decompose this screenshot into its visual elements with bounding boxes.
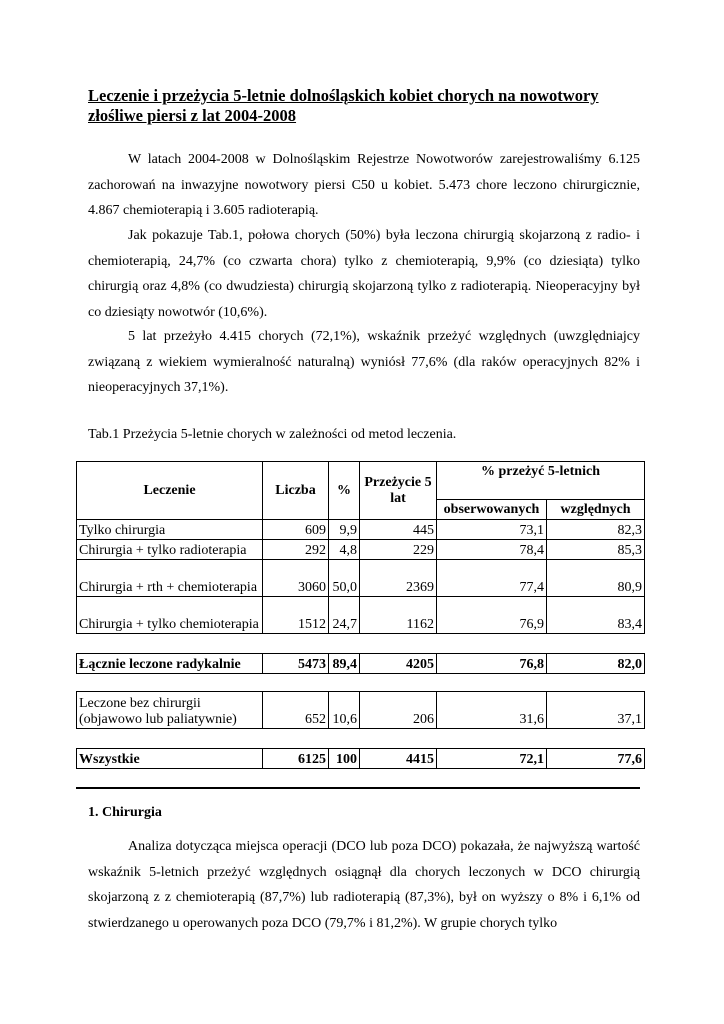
row-przezycie: 1162 xyxy=(360,597,437,634)
row-pct: 100 xyxy=(329,749,360,769)
row-pct: 24,7 xyxy=(329,597,360,634)
row-przezycie: 445 xyxy=(360,520,437,540)
row-wzgl: 82,0 xyxy=(547,654,645,674)
row-obs: 77,4 xyxy=(437,560,547,597)
row-przezycie: 2369 xyxy=(360,560,437,597)
horizontal-rule xyxy=(76,787,640,789)
header-group: % przeżyć 5-letnich xyxy=(437,462,645,500)
header-liczba: Liczba xyxy=(263,462,329,520)
table-row xyxy=(77,540,645,560)
survival-table xyxy=(76,461,645,634)
row-label: Chirurgia + tylko radioterapia xyxy=(77,540,263,560)
row-label: Wszystkie xyxy=(77,749,263,769)
table-row-total-radical xyxy=(77,654,645,674)
row-obs: 31,6 xyxy=(437,692,547,729)
section-heading: 1. Chirurgia xyxy=(88,805,162,820)
row-liczba: 652 xyxy=(263,692,329,729)
total-radical-table xyxy=(76,653,645,674)
table-row-all xyxy=(77,749,645,769)
paragraph-1 xyxy=(88,147,640,224)
row-liczba: 609 xyxy=(263,520,329,540)
row-pct: 9,9 xyxy=(329,520,360,540)
header-przezycie: Przeżycie 5 lat xyxy=(360,462,437,520)
row-obs: 76,9 xyxy=(437,597,547,634)
header-wzgl: względnych xyxy=(547,500,645,520)
row-wzgl: 85,3 xyxy=(547,540,645,560)
row-label: Łącznie leczone radykalnie xyxy=(77,654,263,674)
table-caption: Tab.1 Przeżycia 5-letnie chorych w zależności od metod leczenia. xyxy=(88,427,457,442)
all-table xyxy=(76,748,645,769)
row-wzgl: 80,9 xyxy=(547,560,645,597)
document-title: Leczenie i przeżycia 5-letnie dolnośląskich kobiet chorych na nowotwory złośliwe piersi z lat 2004-2008 xyxy=(88,86,599,125)
section-paragraph-text: Analiza dotycząca miejsca operacji (DCO lub poza DCO) pokazała, że najwyższą wartość wskaźnik 5-letnich przeżyć względnych osiągnął dla chorych leczonych w DCO chirurgią skojarzoną z z chemioterapią (87,7%) lub radioterapią (87,3%), był on wyższy o 8% i 6,1% od stwierdzanego u operowanych poza DCO (79,7% i 81,2%). W grupie chorych tylko xyxy=(88,839,640,931)
row-pct: 50,0 xyxy=(329,560,360,597)
no-surgery-table xyxy=(76,691,645,729)
row-przezycie: 4205 xyxy=(360,654,437,674)
row-label: Leczone bez chirurgii (objawowo lub paliatywnie) xyxy=(77,692,263,729)
paragraph-2 xyxy=(88,223,640,325)
row-obs: 72,1 xyxy=(437,749,547,769)
table-row xyxy=(77,597,645,634)
row-pct: 4,8 xyxy=(329,540,360,560)
row-label: Tylko chirurgia xyxy=(77,520,263,540)
table-row-no-surgery xyxy=(77,692,645,729)
paragraph-2-text: Jak pokazuje Tab.1, połowa chorych (50%) była leczona chirurgią skojarzoną z radio- i chemioterapią, 24,7% (co czwarta chora) tylko z chemioterapią, 9,9% (co dziesiąta) tylko chirurgią oraz 4,8% (co dwudziesta) chirurgią skojarzoną tylko z radioterapią. Nieoperacyjny był co dziesiąty nowotwór (10,6%). xyxy=(88,228,640,320)
row-liczba: 292 xyxy=(263,540,329,560)
header-pct: % xyxy=(329,462,360,520)
row-obs: 78,4 xyxy=(437,540,547,560)
header-obs: obserwowanych xyxy=(437,500,547,520)
row-wzgl: 83,4 xyxy=(547,597,645,634)
row-pct: 10,6 xyxy=(329,692,360,729)
row-pct: 89,4 xyxy=(329,654,360,674)
header-leczenie: Leczenie xyxy=(77,462,263,520)
row-label: Chirurgia + tylko chemioterapia xyxy=(77,597,263,634)
row-przezycie: 229 xyxy=(360,540,437,560)
row-liczba: 5473 xyxy=(263,654,329,674)
table-row xyxy=(77,520,645,540)
row-obs: 73,1 xyxy=(437,520,547,540)
row-przezycie: 206 xyxy=(360,692,437,729)
row-wzgl: 82,3 xyxy=(547,520,645,540)
row-liczba: 3060 xyxy=(263,560,329,597)
paragraph-3 xyxy=(88,324,640,401)
row-liczba: 1512 xyxy=(263,597,329,634)
row-wzgl: 37,1 xyxy=(547,692,645,729)
row-label: Chirurgia + rth + chemioterapia xyxy=(77,560,263,597)
paragraph-1-text: W latach 2004-2008 w Dolnośląskim Rejestrze Nowotworów zarejestrowaliśmy 6.125 zachorowań na inwazyjne nowotwory piersi C50 u kobiet. 5.473 chore leczono chirurgicznie, 4.867 chemioterapią i 3.605 radioterapią. xyxy=(88,152,640,218)
row-wzgl: 77,6 xyxy=(547,749,645,769)
paragraph-3-text: 5 lat przeżyło 4.415 chorych (72,1%), wskaźnik przeżyć względnych (uwzględniajcy związaną z wiekiem wymieralność naturalną) wyniósł 77,6% (dla raków operacyjnych 82% i nieoperacyjnych 37,1%). xyxy=(88,329,640,395)
row-obs: 76,8 xyxy=(437,654,547,674)
row-przezycie: 4415 xyxy=(360,749,437,769)
row-liczba: 6125 xyxy=(263,749,329,769)
table-row xyxy=(77,560,645,597)
section-paragraph xyxy=(88,834,640,936)
